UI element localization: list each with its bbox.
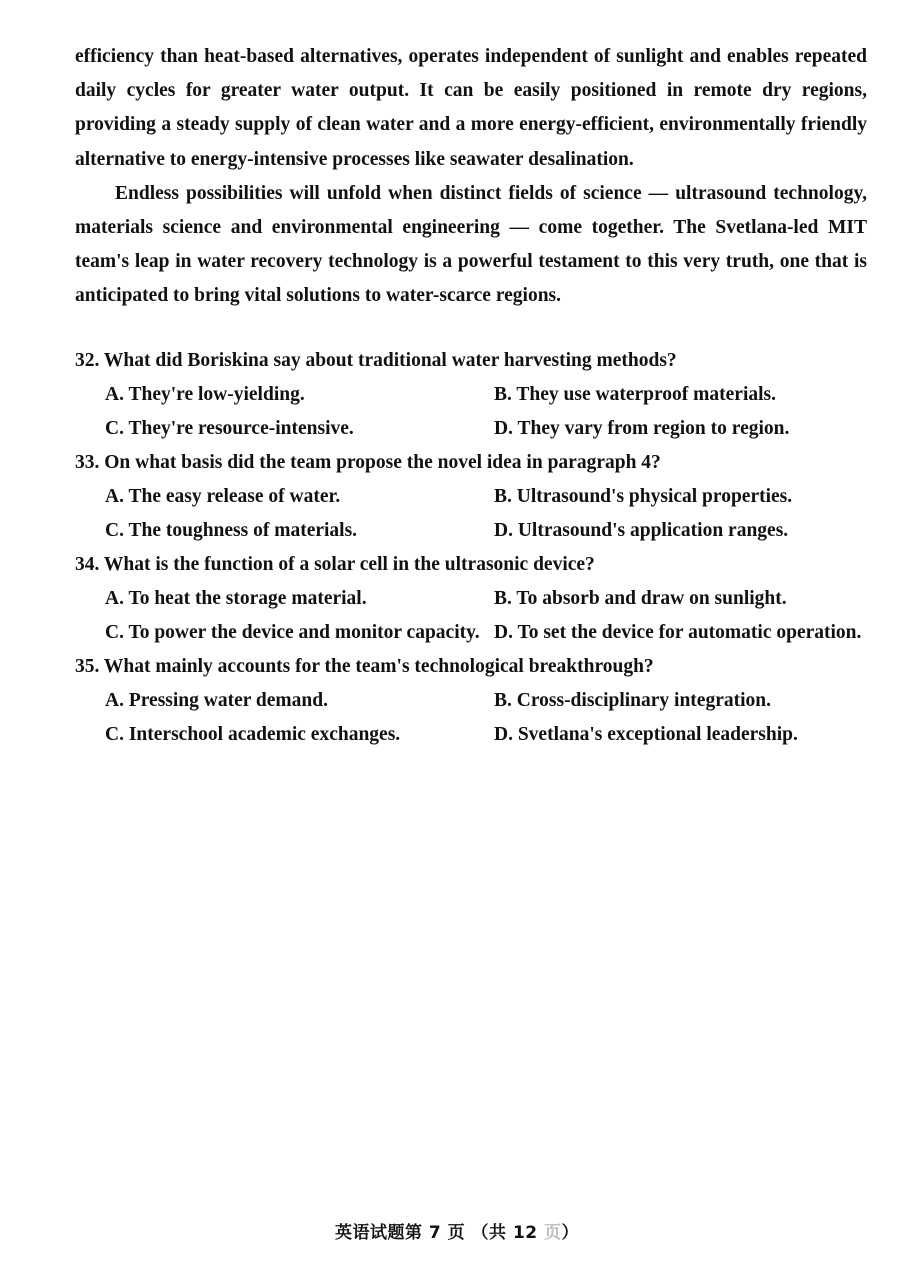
option-d: D. Svetlana's exceptional leadership.: [494, 723, 798, 745]
question-stem: 32. What did Boriskina say about traditional water harvesting methods?: [75, 349, 677, 371]
question-32: [75, 344, 867, 446]
option-b: B. Cross-disciplinary integration.: [494, 689, 771, 711]
question-34: [75, 548, 867, 650]
question-stem: 34. What is the function of a solar cell in the ultrasonic device?: [75, 553, 595, 575]
option-a: A. The easy release of water.: [105, 485, 341, 507]
option-d: D. They vary from region to region.: [494, 417, 790, 439]
option-b: B. To absorb and draw on sunlight.: [494, 587, 787, 609]
option-a: A. Pressing water demand.: [105, 689, 328, 711]
option-c: C. The toughness of materials.: [105, 519, 358, 541]
question-33: [75, 446, 867, 548]
option-a: A. They're low-yielding.: [105, 383, 305, 405]
option-c: C. They're resource-intensive.: [105, 417, 354, 439]
option-c: C. To power the device and monitor capacity.: [105, 621, 480, 643]
passage-paragraph: Endless possibilities will unfold when distinct fields of science — ultrasound technology, materials science and environmental engineering — come together. The Svetlana-led MIT team's leap in water recovery technology is a powerful testament to this very truth, one that is anticipated to bring vital solutions to water-scarce regions.: [75, 182, 867, 307]
option-d: D. To set the device for automatic operation.: [494, 621, 862, 643]
option-b: B. Ultrasound's physical properties.: [494, 485, 793, 507]
option-c: C. Interschool academic exchanges.: [105, 723, 401, 745]
question-35: [75, 650, 867, 752]
question-stem: 35. What mainly accounts for the team's technological breakthrough?: [75, 655, 654, 677]
option-a: A. To heat the storage material.: [105, 587, 367, 609]
footer-faded-char: 页: [544, 1223, 562, 1243]
option-b: B. They use waterproof materials.: [494, 383, 776, 405]
footer-close-paren: ）: [561, 1223, 580, 1243]
question-stem: 33. On what basis did the team propose the novel idea in paragraph 4?: [75, 451, 661, 473]
page-footer: [0, 1218, 914, 1243]
question-list: [75, 344, 867, 752]
footer-page-number: 英语试题第 7 页 （共 12: [334, 1223, 545, 1243]
exam-page: [75, 40, 867, 752]
passage-paragraph: efficiency than heat-based alternatives, operates independent of sunlight and enables repeated daily cycles for greater water output. It can be easily positioned in remote dry regions, providing a steady supply of clean water and a more energy-efficient, environmentally friendly alternative to energy-intensive processes like seawater desalination.: [75, 46, 867, 170]
option-d: D. Ultrasound's application ranges.: [494, 519, 789, 541]
